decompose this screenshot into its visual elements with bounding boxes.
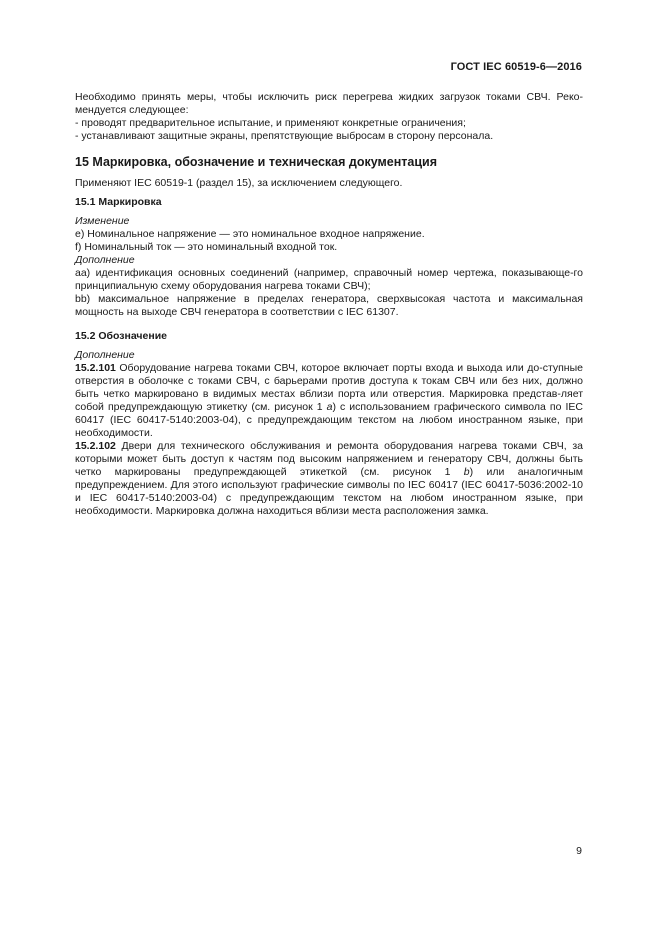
clause-number-102: 15.2.102 bbox=[75, 440, 116, 452]
section-15-1-title: 15.1 Маркировка bbox=[75, 196, 162, 208]
item-e: e) Номинальное напряжение — это номинальное входное напряжение. bbox=[75, 228, 425, 240]
item-aa: аа) идентификация основных соединений (например, справочный номер чертежа, показывающе-го принципиальную схему оборудования нагрева токами СВЧ); bbox=[75, 267, 583, 292]
page-number: 9 bbox=[576, 845, 582, 857]
intro-bullet-2: - устанавливают защитные экраны, препятствующие выбросам в сторону персонала. bbox=[75, 130, 494, 142]
section-15-2-title: 15.2 Обозначение bbox=[75, 330, 167, 342]
clause-102-text-a: Двери для технического обслуживания и ремонта оборудования нагрева токами СВЧ, за которыми может быть доступ к частям под высоким напряжением и генератору СВЧ, должны быть четко маркированы предупреждающей этикеткой (см. рисунок 1 bbox=[75, 440, 583, 478]
clause-101-text-a: Оборудование нагрева токами СВЧ, которое включает порты входа и выхода или до-ступные отверстия в оболочке с токами СВЧ, с барьерами против доступа к токам СВЧ или без них, должно быть четко маркировано в видимых местах вблизи порта или отверстия. Маркировка представ-ляет собой предупреждающую этикетку (см. рисунок 1 bbox=[75, 362, 583, 413]
section-15-paragraph: Применяют IEC 60519-1 (раздел 15), за исключением следующего. bbox=[75, 177, 403, 189]
intro-bullet-1: - проводят предварительное испытание, и применяют конкретные ограничения; bbox=[75, 117, 466, 129]
intro-paragraph: Необходимо принять меры, чтобы исключить риск перегрева жидких загрузок токами СВЧ. Реко-мендуется следующее: bbox=[75, 91, 583, 116]
section-15-title: 15 Маркировка, обозначение и техническая документация bbox=[75, 155, 437, 169]
item-bb: bb) максимальное напряжение в пределах генератора, сверхвысокая частота и максимальная мощность на выходе СВЧ генератора в соответствии с IEC 61307. bbox=[75, 293, 583, 318]
clause-102-text-b: ) или аналогичным предупреждением. Для этого используют графические символы по IEC 60417 (IEC 60417-5036:2002-10 и IEC 60417-5140:2003-04) с предупреждающим текстом на любом иностранном языке, при необходимости. Маркировка должна находиться вблизи места расположения замка. bbox=[75, 466, 583, 517]
change-label: Изменение bbox=[75, 215, 130, 227]
clause-102-figure-ref: b bbox=[463, 466, 470, 478]
document-header: ГОСТ IEC 60519-6—2016 bbox=[450, 61, 582, 73]
document-body bbox=[75, 91, 583, 518]
addition-label-1: Дополнение bbox=[75, 254, 135, 266]
addition-label-2: Дополнение bbox=[75, 349, 135, 361]
clause-number-101: 15.2.101 bbox=[75, 362, 116, 374]
item-f: f) Номинальный ток — это номинальный входной ток. bbox=[75, 241, 338, 253]
clause-15-2-101 bbox=[75, 362, 583, 440]
clause-15-2-102 bbox=[75, 440, 583, 518]
clause-101-figure-ref: а bbox=[326, 401, 333, 413]
clause-101-text-b: ) с использованием графического символа по IEC 60417 (IEC 60417-5140:2003-04), с предупреждающим текстом на любом иностранном языке, при необходимости. bbox=[75, 401, 583, 439]
